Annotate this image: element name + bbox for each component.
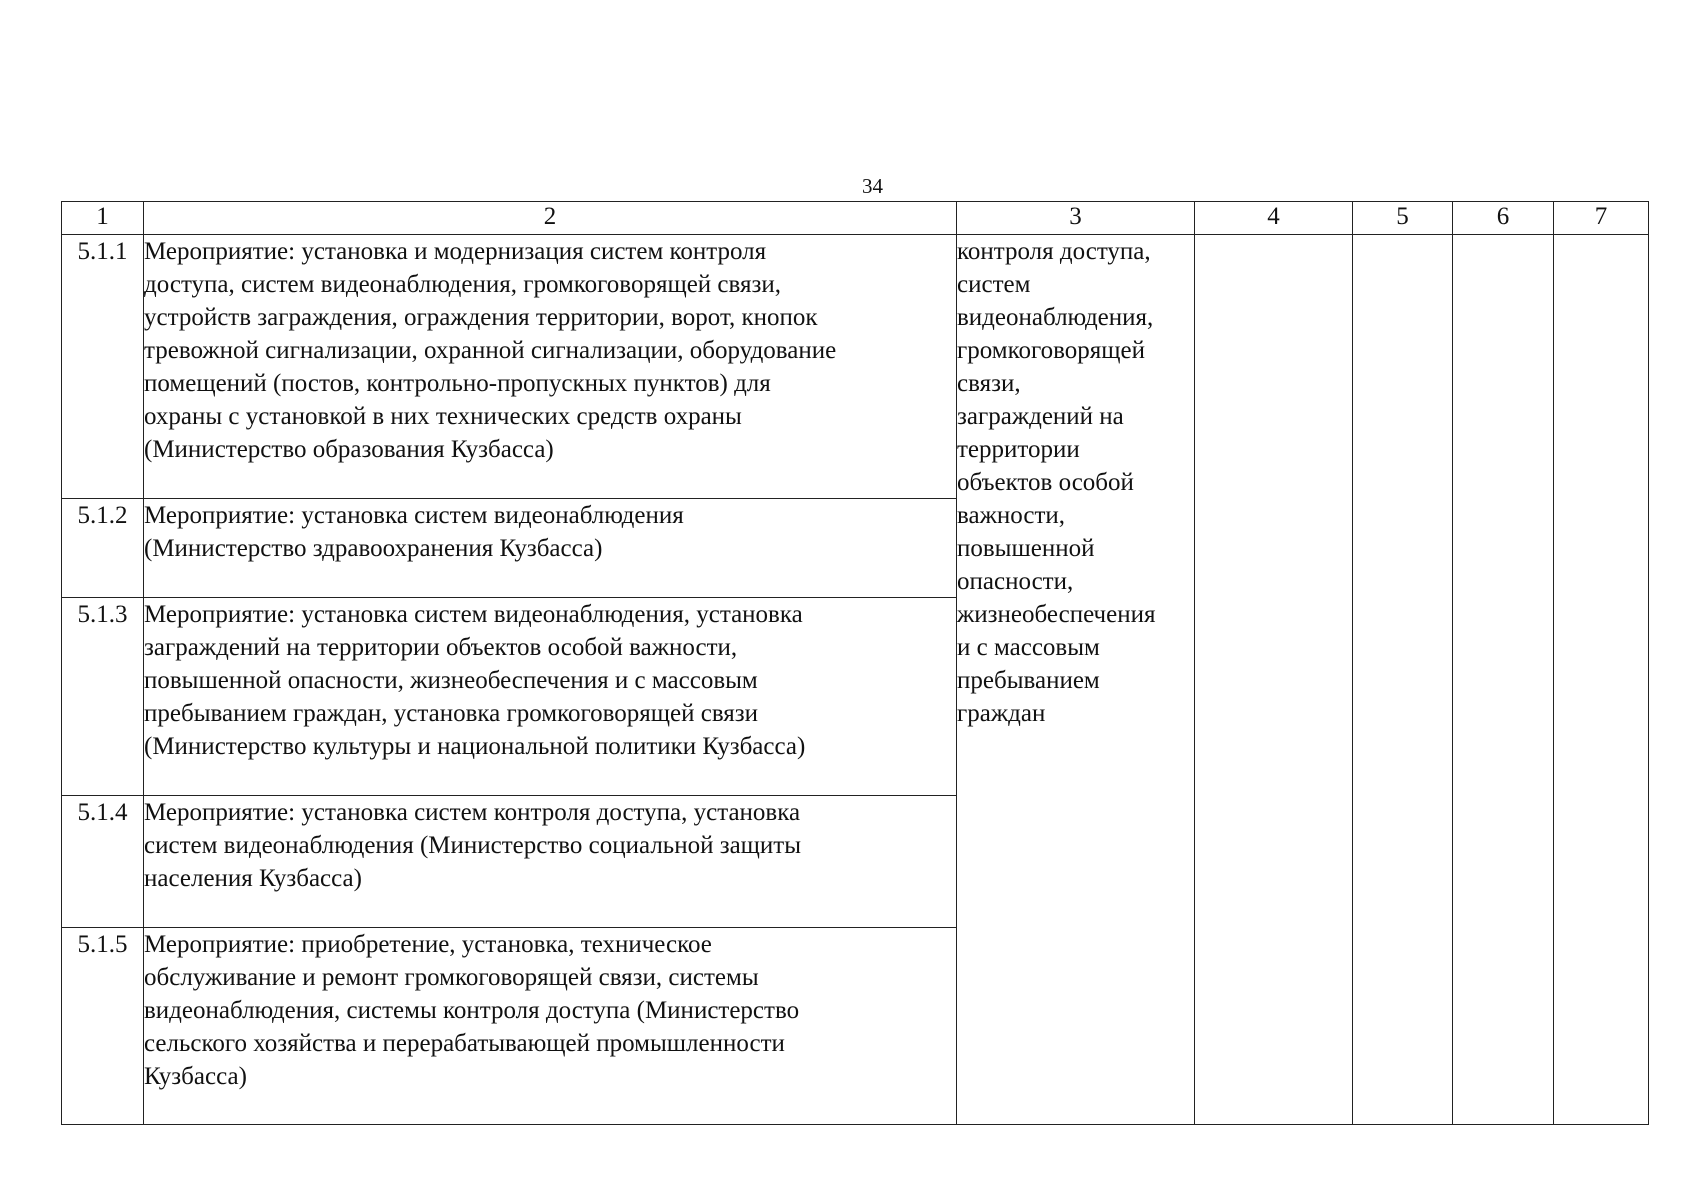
target-indicator-cell: контроля доступа, систем видеонаблюдения, громкоговорящей связи, заграждений на территории объектов особой важности, повышенной опасности, жизнеобеспечения и с массовым пребыванием граждан bbox=[957, 235, 1195, 1125]
column-6-cell bbox=[1453, 235, 1554, 1125]
column-header-2: 2 bbox=[144, 202, 957, 235]
row-description: Мероприятие: установка систем видеонаблюдения, установка заграждений на территории объектов особой важности, повышенной опасности, жизнеобеспечения и с массовым пребыванием граждан, установка громкоговорящей связи (Министерство культуры и национальной политики Кузбасса) bbox=[144, 598, 957, 796]
document-table bbox=[61, 201, 1649, 1125]
row-description: Мероприятие: установка систем видеонаблюдения (Министерство здравоохранения Кузбасса) bbox=[144, 499, 957, 598]
row-number: 5.1.2 bbox=[62, 499, 144, 598]
column-header-5: 5 bbox=[1353, 202, 1453, 235]
row-description: Мероприятие: установка и модернизация систем контроля доступа, систем видеонаблюдения, громкоговорящей связи, устройств заграждения, ограждения территории, ворот, кнопок тревожной сигнализации, охранной сигнализации, оборудование помещений (постов, контрольно-пропускных пунктов) для охраны с установкой в них технических средств охраны (Министерство образования Кузбасса) bbox=[144, 235, 957, 499]
row-number: 5.1.3 bbox=[62, 598, 144, 796]
column-header-6: 6 bbox=[1453, 202, 1554, 235]
row-description: Мероприятие: приобретение, установка, техническое обслуживание и ремонт громкоговорящей связи, системы видеонаблюдения, системы контроля доступа (Министерство сельского хозяйства и перерабатывающей промышленности Кузбасса) bbox=[144, 928, 957, 1125]
row-number: 5.1.4 bbox=[62, 796, 144, 928]
table-header-row bbox=[62, 202, 1649, 235]
column-header-7: 7 bbox=[1554, 202, 1649, 235]
row-number: 5.1.5 bbox=[62, 928, 144, 1125]
table-row bbox=[62, 235, 1649, 499]
row-description: Мероприятие: установка систем контроля доступа, установка систем видеонаблюдения (Министерство социальной защиты населения Кузбасса) bbox=[144, 796, 957, 928]
column-4-cell bbox=[1195, 235, 1353, 1125]
column-header-1: 1 bbox=[62, 202, 144, 235]
row-number: 5.1.1 bbox=[62, 235, 144, 499]
column-5-cell bbox=[1353, 235, 1453, 1125]
column-header-4: 4 bbox=[1195, 202, 1353, 235]
page-number: 34 bbox=[862, 174, 883, 198]
column-7-cell bbox=[1554, 235, 1649, 1125]
column-header-3: 3 bbox=[957, 202, 1195, 235]
